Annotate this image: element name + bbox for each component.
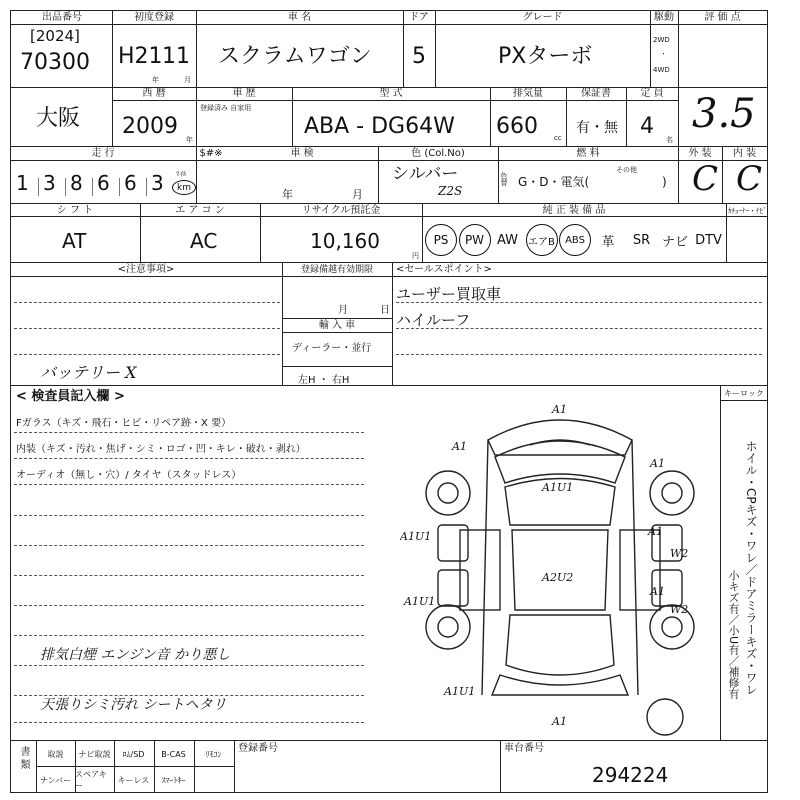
lot-number: 70300 <box>20 50 90 75</box>
sales-point-header: <セールスポイント> <box>396 264 492 275</box>
equipment-item: ナビ <box>661 234 688 250</box>
reg-header: 初度登録 <box>134 12 174 23</box>
mileage-mark: $#※ <box>199 148 223 159</box>
import-dealer: ディーラー・並行 <box>292 343 372 354</box>
reg-expiry-day: 日 <box>380 305 390 316</box>
mileage-digit: 6 <box>124 171 137 195</box>
model: ABA - DG64W <box>304 114 455 139</box>
damage-mark: A1 <box>650 585 665 598</box>
color: シルバー <box>392 164 459 184</box>
doc-item: ナビ取説 <box>78 749 111 759</box>
grade-header: グレード <box>522 12 563 23</box>
damage-mark: A2U2 <box>542 571 574 584</box>
side-note: ホイル・CPキズ・ワレ／ドアミラーキズ・ワレ <box>744 440 758 696</box>
sales-point-2: ハイルーフ <box>396 311 471 329</box>
area: 大阪 <box>36 106 81 131</box>
doc-item: B-CAS <box>161 749 186 759</box>
equipment-item: PS <box>425 224 457 256</box>
doc-item: 取説 <box>47 749 64 759</box>
damage-mark: A1U1 <box>400 530 432 543</box>
reg-era: H21 <box>118 44 163 69</box>
door-header: ドア <box>409 12 429 23</box>
doc-item: ナンバー <box>39 775 72 785</box>
doc-item: ﾘﾓｺﾝ <box>205 749 222 759</box>
mileage-digit: 1 <box>16 171 29 195</box>
equipment-item: DTV <box>695 232 722 248</box>
interior-header: 内 装 <box>732 148 757 159</box>
inspect-hand-2: 天張りシミ汚れ シートヘタリ <box>40 697 227 713</box>
damage-mark: A1U1 <box>404 595 436 608</box>
shift: AT <box>62 229 87 253</box>
fuel-other: その他 <box>616 166 637 174</box>
inspect-line-3: オーディオ（無し・穴）/ タイヤ（スタッドレス） <box>16 470 242 481</box>
inspector-header: < 検査員記入欄 > <box>16 389 125 404</box>
reg-no-header: 登録番号 <box>238 743 278 754</box>
capacity-unit: 名 <box>666 136 673 144</box>
km-unit <box>172 180 196 195</box>
navi-kind-header: ｶﾁｭｰﾅｰ・ﾅﾋﾞ <box>728 207 767 215</box>
model-header: 型 式 <box>379 88 403 99</box>
doors: 5 <box>412 44 426 69</box>
docs-header: 書 類 <box>18 746 29 770</box>
capacity: 4 <box>640 114 654 139</box>
import-handle: 左H ・ 右H <box>298 375 350 386</box>
color-header: 色 (Col.No) <box>411 148 465 159</box>
mile-alt: ﾏｲﾙ <box>176 170 187 178</box>
score-value: 3.5 <box>692 91 756 137</box>
equipment-header: 純 正 装 備 品 <box>542 205 606 216</box>
inspect-line-1: Fガラス（キズ・飛石・ヒビ・リペア跡・X 要） <box>16 418 232 429</box>
equipment-item: SR <box>632 232 651 248</box>
warranty-value: 有・無 <box>576 120 618 136</box>
inspect-line-2: 内装（キズ・汚れ・焦げ・シミ・ロゴ・凹・キレ・破れ・剥れ） <box>16 444 306 455</box>
shaken-header: 車 検 <box>290 148 314 159</box>
key-lock-header: キーロック <box>724 389 764 398</box>
ac: AC <box>190 229 218 253</box>
inspect-hand-1: 排気白煙 エンジン音 かり悪し <box>40 647 231 663</box>
sales-point-1: ユーザー買取車 <box>396 285 502 303</box>
doc-item: キーレス <box>117 775 150 785</box>
fuel-header: 燃 料 <box>576 148 600 159</box>
equipment-item: エアB <box>526 224 558 256</box>
history-header: 車 歴 <box>232 88 256 99</box>
chassis-no: 294224 <box>592 763 669 787</box>
fuel-close: ) <box>662 175 667 189</box>
drive-dot: ・ <box>660 50 667 58</box>
reg-year-unit: 年 <box>152 76 159 84</box>
lot-year: [2024] <box>30 27 80 45</box>
mileage-digit: 3 <box>151 171 164 195</box>
chassis-no-header: 車台番号 <box>504 743 544 754</box>
equipment-item: ABS <box>559 224 591 256</box>
interior-grade: C <box>736 159 763 199</box>
equipment-item: 革 <box>601 234 615 250</box>
reg-month: 11 <box>162 44 190 69</box>
color-change: 色替 <box>500 172 508 186</box>
year-header: 西 暦 <box>142 88 166 99</box>
yen-unit: 円 <box>412 252 419 260</box>
recycle-fee: 10,160 <box>310 229 380 253</box>
reg-month-unit: 月 <box>184 76 191 84</box>
year: 2009 <box>122 114 178 139</box>
caution-note: バッテリー X <box>40 363 137 382</box>
mileage-digit: 8 <box>70 171 83 195</box>
reg-expiry-header: 登録備越有効期限 <box>300 265 373 275</box>
damage-mark: W2 <box>670 603 689 616</box>
drive-2wd: 2WD <box>653 36 670 44</box>
damage-mark: A1 <box>648 525 663 538</box>
recycle-header: リサイクル預託金 <box>301 205 381 216</box>
shaken-year: 年 <box>282 188 293 201</box>
cc-unit: cc <box>554 134 562 142</box>
year-suffix: 年 <box>186 136 193 144</box>
lot-no-header: 出品番号 <box>42 12 82 23</box>
damage-mark: A1 <box>650 457 665 470</box>
fuel-value: G・D・電気( <box>518 175 590 189</box>
damage-mark: A1 <box>452 440 467 453</box>
car-name-header: 車 名 <box>287 12 312 23</box>
side-note-2: 小キズ有／小U有／補修有 <box>727 570 740 700</box>
exterior-grade: C <box>692 159 719 199</box>
displacement: 660 <box>496 114 538 139</box>
damage-mark: A1U1 <box>542 481 574 494</box>
mileage-digit: 3 <box>43 171 56 195</box>
displacement-header: 排気量 <box>513 88 543 99</box>
grade: PXターボ <box>498 44 593 69</box>
capacity-header: 定 員 <box>640 88 664 99</box>
drive-4wd: 4WD <box>653 66 670 74</box>
doc-item: ﾛﾑ/SD <box>122 749 145 759</box>
car-name: スクラムワゴン <box>218 44 372 69</box>
reg-expiry-month: 月 <box>338 305 348 316</box>
drive-header: 駆動 <box>654 12 674 23</box>
warranty-header: 保証書 <box>581 88 611 99</box>
color-code: Z2S <box>438 184 463 198</box>
damage-mark: A1U1 <box>444 685 476 698</box>
ac-header: エ ア コ ン <box>175 205 225 216</box>
equipment-item: PW <box>459 224 491 256</box>
damage-mark: A1 <box>552 715 567 728</box>
doc-item: スペアキー <box>75 770 107 790</box>
damage-mark: W2 <box>670 547 689 560</box>
doc-item: ｽﾏｰﾄｷｰ <box>161 775 186 785</box>
car-diagram <box>400 395 720 740</box>
damage-mark: A1 <box>552 403 567 416</box>
import-header: 輸 入 車 <box>318 320 356 331</box>
equipment-item: AW <box>496 232 519 248</box>
km-label: km <box>177 182 191 193</box>
shift-header: シ フ ト <box>56 205 94 216</box>
shaken-month: 月 <box>352 188 363 201</box>
exterior-header: 外 装 <box>688 148 712 159</box>
mileage-digit: 6 <box>97 171 110 195</box>
score-header: 評 価 点 <box>704 12 741 23</box>
caution-header: <注意事項> <box>117 264 175 275</box>
mileage-header: 走 行 <box>91 148 115 159</box>
history-sub: 登録済み 自家用 <box>200 104 252 112</box>
